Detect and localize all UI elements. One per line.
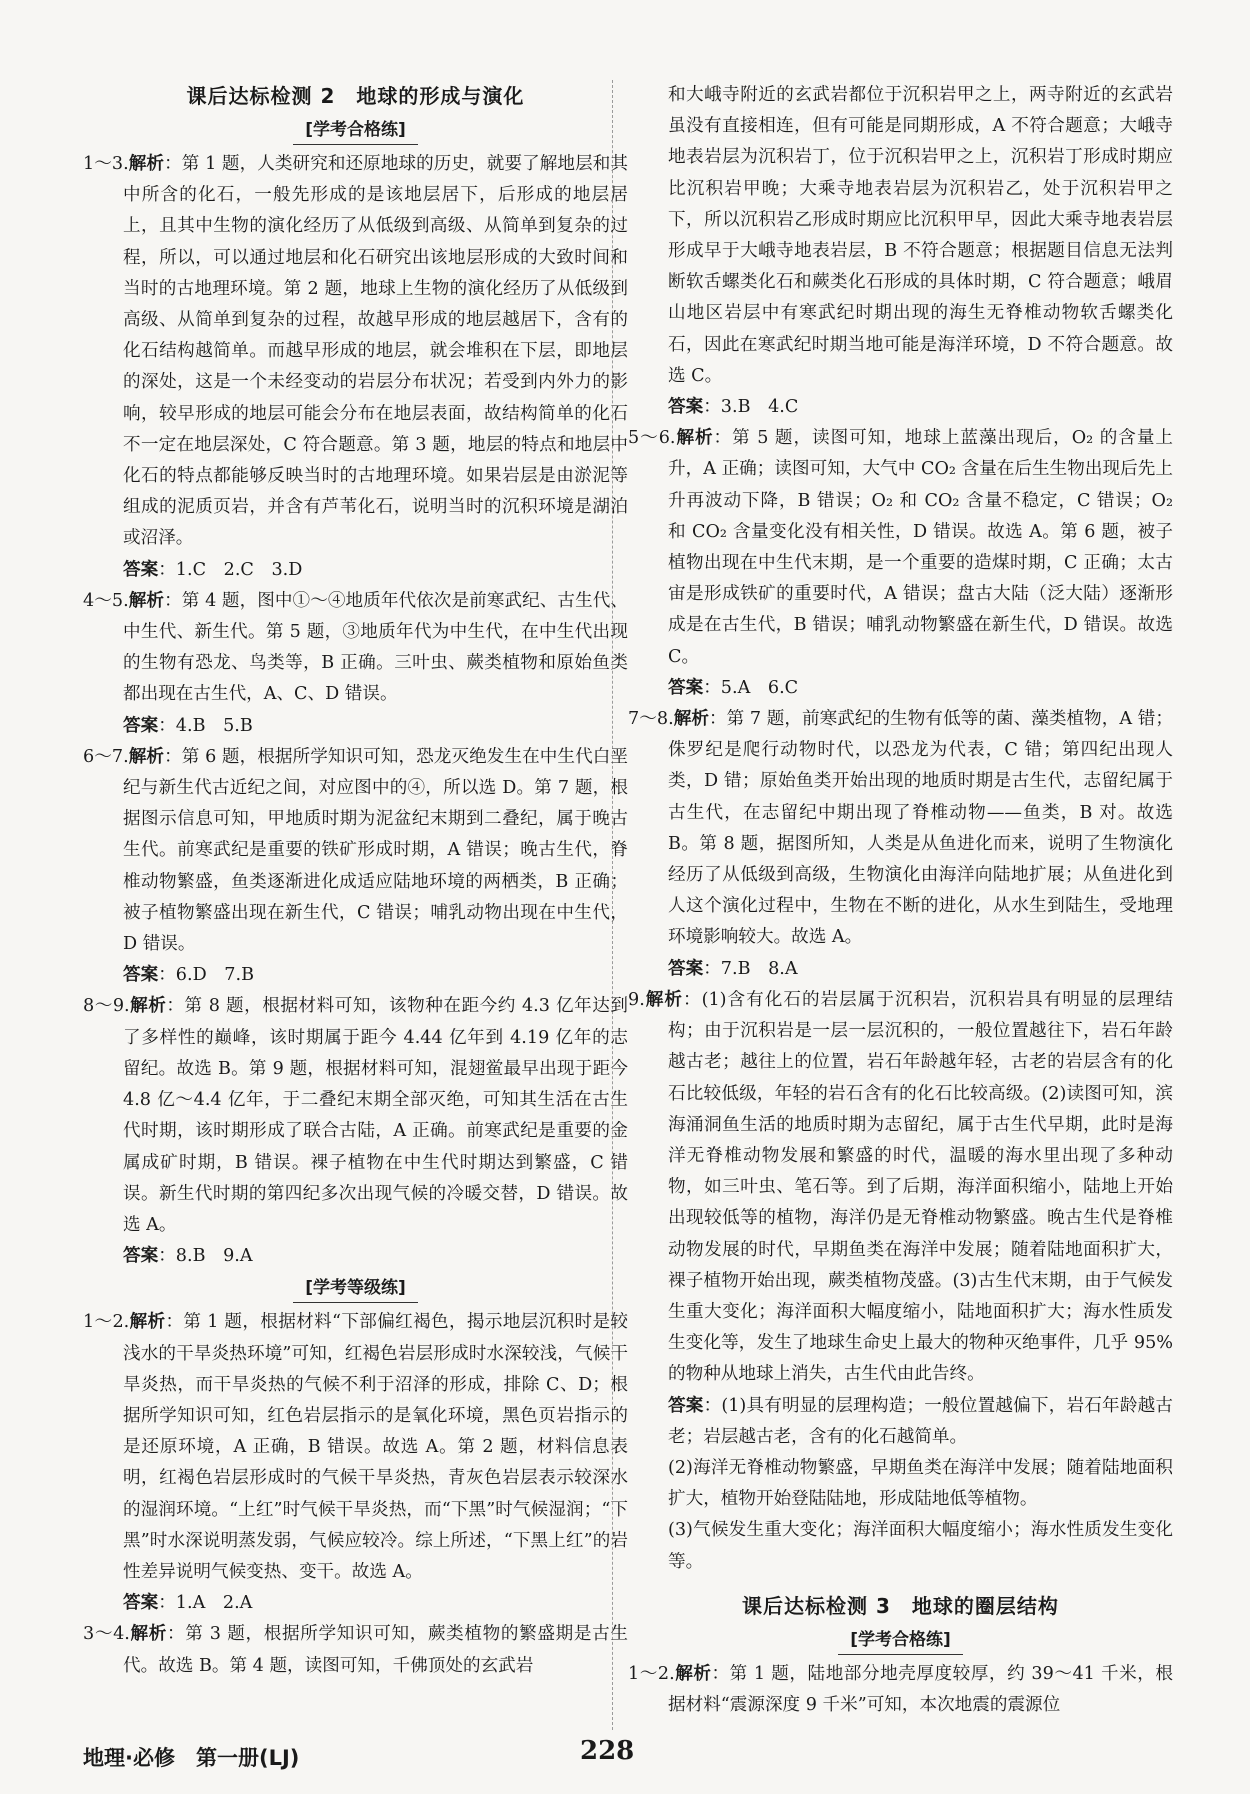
question-block: 9.解析：(1)含有化石的岩层属于沉积岩，沉积岩具有明显的层理结构；由于沉积岩是一层一层沉积的，一般位置越往下，岩石年龄越古老；越往上的位置，岩石年龄越年轻，古老的岩层含有的化石比较低级，年轻的岩石含有的化石比较高级。(2)读图可知，滨海涌洞鱼生活的地质时期为志留纪，属于古生代早期，此时是海洋无脊椎动物发展和繁盛的时代，温暖的海水里出现了多种动物，如三叶虫、笔石等。到了后期，海洋面积缩小，陆地上开始出现较低等的植物，海洋仍是无脊椎动物繁盛。晚古生代是脊椎动物发展的时代，早期鱼类在海洋中发展；随着陆地面积扩大，裸子植物开始出现，蕨类植物茂盛。(3)古生代末期，由于气候发生重大变化；海洋面积大幅度缩小，陆地面积扩大；海水性质发生变化等，发生了地球生命史上最大的物种灭绝事件，几乎 95% 的物种从地球上消失，古生代由此告终。 — [628, 989, 1173, 1385]
left-column — [83, 80, 628, 1682]
answer-line: 答案：(1)具有明显的层理构造；一般位置越偏下，岩石年龄越古老；岩层越古老，含有的化石越简单。 — [668, 1395, 1173, 1447]
right-column — [628, 80, 1173, 1721]
answer-line: (3)气候发生重大变化；海洋面积大幅度缩小；海水性质发生变化等。 — [668, 1520, 1173, 1572]
question-block: 1～2.解析：第 1 题，陆地部分地壳厚度较厚，约 39～41 千米，根据材料“震源深度 9 千米”可知，本次地震的震源位 — [628, 1663, 1173, 1715]
answer-line: 答案：1.C 2.C 3.D — [123, 559, 303, 580]
subsection-heading: [ 学考合格练 ] — [83, 116, 628, 145]
answer-line: 答案：7.B 8.A — [668, 958, 798, 979]
section-title: 课后达标检测 3 地球的圈层结构 — [742, 1593, 1059, 1618]
answer-line: 答案：6.D 7.B — [123, 965, 254, 986]
section-title: 课后达标检测 2 地球的形成与演化 — [186, 84, 525, 108]
question-block: 1～2.解析：第 1 题，根据材料“下部偏红褐色，揭示地层沉积时是较浅水的干旱炎热环境”可知，红褐色岩层形成时水深较浅，气候干旱炎热，而干旱炎热的气候不利于沼泽的形成，排除 C、D；根据所学知识可知，红色岩层指示的是氧化环境，黑色页岩指示的是还原环境，A 正确，B 错误。故选 A。第 2 题，材料信息表明，红褐色岩层形成时的气候干旱炎热，青灰色岩层表示较深水的湿润环境。“上红”时气候干旱炎热，而“下黑”时气候湿润；“下黑”时水深说明蒸发弱，气候应较冷。综上所述，“下黑上红”的岩性差异说明气候变热、变干。故选 A。 — [83, 1312, 628, 1582]
continued-text: 和大峨寺附近的玄武岩都位于沉积岩甲之上，两寺附近的玄武岩虽没有直接相连，但有可能是同期形成，A 不符合题意；大峨寺地表岩层为沉积岩丁，位于沉积岩甲之上，沉积岩丁形成时期应比沉积岩甲晚；大乘寺地表岩层为沉积岩乙，处于沉积岩甲之下，所以沉积岩乙形成时期应比沉积甲早，因此大乘寺地表岩层形成早于大峨寺地表岩层，B 不符合题意；根据题目信息无法判断软舌螺类化石和蕨类化石形成的具体时期，C 符合题意；峨眉山地区岩层中有寒武纪时期出现的海生无脊椎动物软舌螺类化石，因此在寒武纪时期当地可能是海洋环境，D 不符合题意。故选 C。 — [668, 85, 1173, 386]
answer-line: 答案：3.B 4.C — [668, 397, 799, 418]
question-block: 3～4.解析：第 3 题，根据所学知识可知，蕨类植物的繁盛期是古生代。故选 B。第 4 题，读图可知，千佛顶处的玄武岩 — [83, 1624, 628, 1676]
question-block: 8～9.解析：第 8 题，根据材料可知，该物种在距今约 4.3 亿年达到了多样性的巅峰，该时期属于距今 4.44 亿年到 4.19 亿年的志留纪。故选 B。第 9 题，根据材料可知，混翅鲎最早出现于距今 4.8 亿～4.4 亿年，于二叠纪末期全部灭绝，可知其生活在古生代时期，该时期形成了联合古陆，A 正确。前寒武纪是重要的金属成矿时期，B 错误。裸子植物在中生代时期达到繁盛，C 错误。新生代时期的第四纪多次出现气候的冷暖交替，D 错误。故选 A。 — [83, 996, 628, 1235]
question-block: 7～8.解析：第 7 题，前寒武纪的生物有低等的菌、藻类植物，A 错；侏罗纪是爬行动物时代，以恐龙为代表，C 错；第四纪出现人类，D 错；原始鱼类开始出现的地质时期是古生代，志留纪属于古生代，在志留纪中期出现了脊椎动物——鱼类，B 对。故选 B。第 8 题，据图所知，人类是从鱼进化而来，说明了生物演化经历了从低级到高级，生物演化由海洋向陆地扩展；从鱼进化到人这个演化过程中，生物在不断的进化，从水生到陆生，受地理环境影响较大。故选 A。 — [628, 709, 1173, 948]
question-block: 1～3.解析：第 1 题，人类研究和还原地球的历史，就要了解地层和其中所含的化石，一般先形成的是该地层居下，后形成的地层居上，且其中生物的演化经历了从低级到高级、从简单到复杂的过程，所以，可以通过地层和化石研究出该地层形成的大致时间和当时的古地理环境。第 2 题，地球上生物的演化经历了从低级到高级、从简单到复杂的过程，故越早形成的地层越居下，含有的化石结构越简单。而越早形成的地层，就会堆积在下层，即地层的深处，这是一个未经变动的岩层分布状况；若受到内外力的影响，较早形成的地层可能会分布在地层表面，故结构简单的化石不一定在地层深处，C 符合题意。第 3 题，地层的特点和地层中化石的特点都能够反映当时的古地理环境。如果岩层是由淤泥等组成的泥质页岩，并含有芦苇化石，说明当时的沉积环境是湖泊或沼泽。 — [83, 154, 628, 549]
subsection-heading: [ 学考等级练 ] — [83, 1274, 628, 1303]
answer-line: (2)海洋无脊椎动物繁盛，早期鱼类在海洋中发展；随着陆地面积扩大，植物开始登陆陆地，形成陆地低等植物。 — [668, 1457, 1173, 1510]
page-number: 228 — [580, 1736, 635, 1766]
question-block: 5～6.解析：第 5 题，读图可知，地球上蓝藻出现后，O₂ 的含量上升，A 正确；读图可知，大气中 CO₂ 含量在后生生物出现后先上升再波动下降，B 错误；O₂ 和 CO₂ 含量不稳定，C 错误；O₂ 和 CO₂ 含量变化没有相关性，D 错误。故选 A。第 6 题，被子植物出现在中生代末期，是一个重要的造煤时期，C 正确；太古宙是形成铁矿的重要时代，A 错误；盘古大陆（泛大陆）逐渐形成是在古生代，B 错误；哺乳动物繁盛在新生代，D 错误。故选 C。 — [628, 428, 1173, 667]
question-block: 4～5.解析：第 4 题，图中①～④地质年代依次是前寒武纪、古生代、中生代、新生代。第 5 题，③地质年代为中生代，在中生代出现的生物有恐龙、鸟类等，B 正确。三叶虫、蕨类植物和原始鱼类都出现在古生代，A、C、D 错误。 — [83, 590, 628, 705]
answer-line: 答案：1.A 2.A — [123, 1593, 253, 1614]
answer-line: 答案：5.A 6.C — [668, 677, 799, 698]
question-block: 6～7.解析：第 6 题，根据所学知识可知，恐龙灭绝发生在中生代白垩纪与新生代古近纪之间，对应图中的④，所以选 D。第 7 题，根据图示信息可知，甲地质时期为泥盆纪末期到二叠纪，属于晚古生代。前寒武纪是重要的铁矿形成时期，A 错误；晚古生代，脊椎动物繁盛，鱼类逐渐进化成适应陆地环境的两栖类，B 正确；被子植物繁盛出现在新生代，C 错误；哺乳动物出现在中生代，D 错误。 — [83, 746, 628, 955]
book-label: 地理·必修 第一册(LJ) — [83, 1746, 300, 1770]
answer-line: 答案：4.B 5.B — [123, 715, 253, 736]
answer-line: 答案：8.B 9.A — [123, 1246, 253, 1267]
subsection-heading: [ 学考合格练 ] — [628, 1626, 1173, 1655]
